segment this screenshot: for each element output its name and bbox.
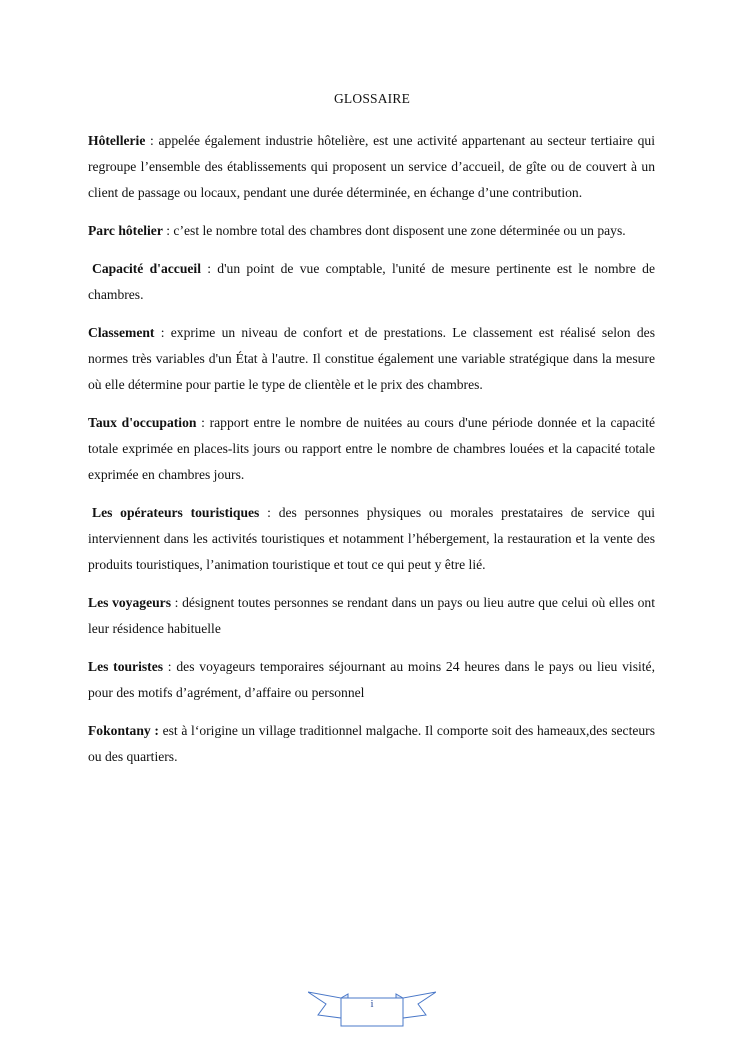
glossary-definition: : appelée également industrie hôtelière, est une activité appartenant au secteur tertiaire qui regroupe l’ensemble des établissements qui proposent un service d’accueil, de gîte ou de couvert à un client de passage ou locaux, pendant une durée déterminée, en échange d’une contribution. bbox=[88, 133, 655, 200]
glossary-entry-parc-hotelier bbox=[88, 218, 655, 244]
glossary-definition: : d'un point de vue comptable, l'unité de mesure pertinente est le nombre de chambres. bbox=[88, 261, 655, 302]
page-number: i bbox=[370, 998, 374, 1010]
glossary-entry-taux-occupation bbox=[88, 410, 655, 488]
glossary-entry-classement bbox=[88, 320, 655, 398]
glossary-entry-capacite-accueil bbox=[88, 256, 655, 308]
glossary-definition: : c’est le nombre total des chambres dont disposent une zone déterminée ou un pays. bbox=[162, 223, 626, 238]
glossary-entry-hotellerie bbox=[88, 128, 655, 206]
glossary-entry-touristes bbox=[88, 654, 655, 706]
glossary-definition: : exprime un niveau de confort et de prestations. Le classement est réalisé selon des normes très variables d'un État à l'autre. Il constitue également une variable stratégique dans la mesure où elle détermine pour partie le type de clientèle et le prix des chambres. bbox=[88, 325, 655, 392]
glossary-definition: : des voyageurs temporaires séjournant au moins 24 heures dans le pays ou lieu visité, pour des motifs d’agrément, d’affaire ou personnel bbox=[88, 659, 655, 700]
glossary-definition: est à l‘origine un village traditionnel malgache. Il comporte soit des hameaux,des secteurs ou des quartiers. bbox=[88, 723, 656, 764]
glossary-term: Taux d'occupation bbox=[88, 415, 197, 430]
glossary-entry-operateurs-touristiques bbox=[88, 500, 655, 578]
glossary-term: Classement bbox=[88, 325, 155, 340]
glossary-term: Les voyageurs bbox=[88, 595, 171, 610]
glossary-term: Les touristes bbox=[88, 659, 164, 674]
page-number-ribbon bbox=[308, 990, 436, 1028]
glossary-entry-voyageurs bbox=[88, 590, 655, 642]
page-title: GLOSSAIRE bbox=[333, 91, 411, 106]
glossary-term: Parc hôtelier bbox=[88, 223, 163, 238]
glossary-definition: : rapport entre le nombre de nuitées au cours d'une période donnée et la capacité totale exprimée en places-lits jours ou rapport entre le nombre de chambres louées et la capacité totale exprimée en chambres jours. bbox=[88, 415, 655, 482]
glossary-term: Fokontany : bbox=[88, 723, 159, 738]
glossary-definition: : des personnes physiques ou morales prestataires de service qui interviennent dans les activités touristiques et notamment l’hébergement, la restauration et la vente des produits touristiques, l’animation touristique et tout ce qui peut y être lié. bbox=[88, 505, 655, 572]
glossary-term: Hôtellerie bbox=[88, 133, 146, 148]
glossary-entry-fokontany bbox=[88, 718, 655, 770]
glossary-definition: : désignent toutes personnes se rendant dans un pays ou lieu autre que celui où elles ont leur résidence habituelle bbox=[88, 595, 655, 636]
glossary-list bbox=[88, 128, 655, 782]
glossary-term: Les opérateurs touristiques bbox=[92, 505, 260, 520]
glossary-term: Capacité d'accueil bbox=[92, 261, 201, 276]
